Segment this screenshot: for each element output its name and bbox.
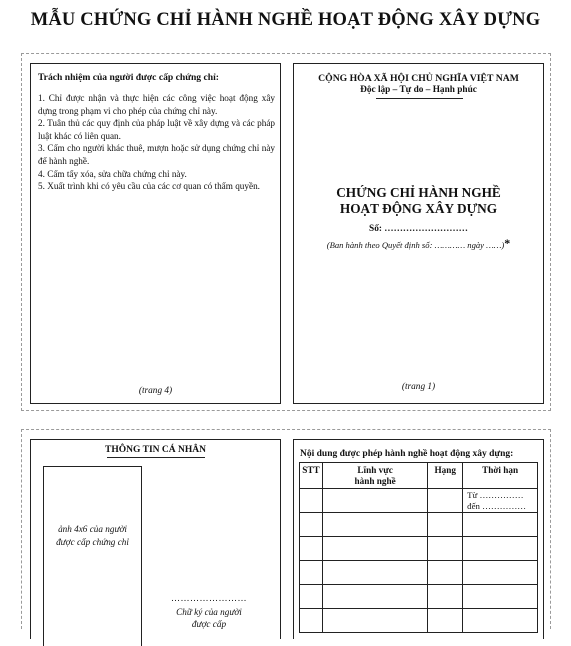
document-title: MẪU CHỨNG CHỈ HÀNH NGHỀ HOẠT ĐỘNG XÂY DỰNG	[30, 10, 541, 30]
photo-caption-line: được cấp chứng chỉ	[56, 537, 129, 547]
period-to: đến ……………	[467, 501, 527, 511]
table-row	[300, 609, 538, 633]
table-cell	[322, 585, 427, 609]
table-cell	[428, 513, 463, 537]
issuing-decision-text: (Ban hành theo Quyết định số: ………… ngày ……)	[326, 240, 505, 250]
responsibility-item: 4. Cấm tẩy xóa, sửa chữa chứng chỉ này.	[38, 168, 187, 179]
table-cell	[463, 537, 538, 561]
signature-label-line: được cấp	[191, 619, 227, 629]
table-cell	[322, 513, 427, 537]
table-cell	[300, 585, 323, 609]
certificate-title-line: CHỨNG CHỈ HÀNH NGHỀ	[336, 185, 501, 200]
table-row	[300, 513, 538, 537]
certificate-sheet-front	[21, 53, 551, 411]
signature-label	[169, 606, 249, 630]
column-header-line: hành nghề	[354, 475, 396, 486]
national-heading: CỘNG HÒA XÃ HỘI CHỦ NGHĨA VIỆT NAM	[318, 73, 519, 84]
table-row	[300, 585, 538, 609]
table-cell	[428, 585, 463, 609]
table-cell	[300, 537, 323, 561]
page-4-panel	[30, 63, 281, 404]
certificate-number: Số: ………………………	[369, 224, 468, 234]
page-number-4: (trang 4)	[138, 386, 173, 396]
photo-placeholder	[43, 466, 142, 646]
responsibilities-list	[38, 92, 275, 193]
table-cell	[463, 609, 538, 633]
signature-label-line: Chữ ký của người	[176, 607, 242, 617]
column-header-grade: Hạng	[428, 463, 463, 489]
responsibility-item: 2. Tuân thủ các quy định của pháp luật về xây dựng và các pháp luật khác có liên quan.	[38, 118, 275, 141]
column-header-period: Thời hạn	[463, 463, 538, 489]
table-cell	[428, 561, 463, 585]
certificate-title	[294, 185, 543, 216]
table-header-row	[300, 463, 538, 489]
table-cell	[300, 609, 323, 633]
table-cell	[428, 609, 463, 633]
table-cell	[322, 609, 427, 633]
page-1-panel	[293, 63, 544, 404]
photo-caption-line: ảnh 4x6 của người	[58, 524, 127, 534]
table-row	[300, 561, 538, 585]
signature-line: ……………………	[171, 593, 247, 603]
page-number-1: (trang 1)	[401, 382, 436, 392]
practice-scope-panel	[293, 439, 544, 639]
table-cell	[463, 513, 538, 537]
column-header-field	[322, 463, 427, 489]
practice-scope-table	[299, 462, 538, 633]
certificate-title-line: HOẠT ĐỘNG XÂY DỰNG	[339, 200, 498, 216]
asterisk-mark: *	[504, 236, 511, 250]
responsibility-item: 3. Cấm cho người khác thuê, mượn hoặc sử dụng chứng chỉ này để hành nghề.	[38, 143, 275, 166]
practice-scope-heading: Nội dung được phép hành nghề hoạt động xây dựng:	[300, 449, 514, 459]
period-from: Từ ……………	[467, 490, 524, 500]
table-cell	[322, 537, 427, 561]
photo-caption	[44, 523, 141, 549]
issuing-decision	[294, 236, 543, 251]
validity-period-cell	[463, 489, 538, 513]
table-cell	[322, 489, 427, 513]
table-cell	[463, 585, 538, 609]
table-cell	[463, 561, 538, 585]
table-cell	[300, 489, 323, 513]
national-motto: Độc lập – Tự do – Hạnh phúc	[360, 85, 477, 95]
table-cell	[300, 561, 323, 585]
table-row	[300, 537, 538, 561]
personal-info-panel	[30, 439, 281, 639]
table-cell	[322, 561, 427, 585]
table-cell	[300, 513, 323, 537]
table-cell	[428, 489, 463, 513]
responsibility-item: 1. Chỉ được nhận và thực hiện các công việc hoạt động xây dựng trong phạm vi cho phép của chứng chỉ này.	[38, 93, 275, 116]
motto-underline	[376, 98, 463, 99]
table-cell	[428, 537, 463, 561]
column-header-stt: STT	[300, 463, 323, 489]
certificate-sheet-inside	[21, 429, 551, 629]
responsibilities-heading: Trách nhiệm của người được cấp chứng chỉ:	[38, 72, 219, 83]
personal-info-heading: THÔNG TIN CÁ NHÂN	[105, 445, 206, 455]
heading-underline	[107, 457, 205, 458]
column-header-line: Lĩnh vực	[357, 465, 393, 475]
table-row	[300, 489, 538, 513]
responsibility-item: 5. Xuất trình khi có yêu cầu của các cơ quan có thẩm quyền.	[38, 181, 260, 192]
